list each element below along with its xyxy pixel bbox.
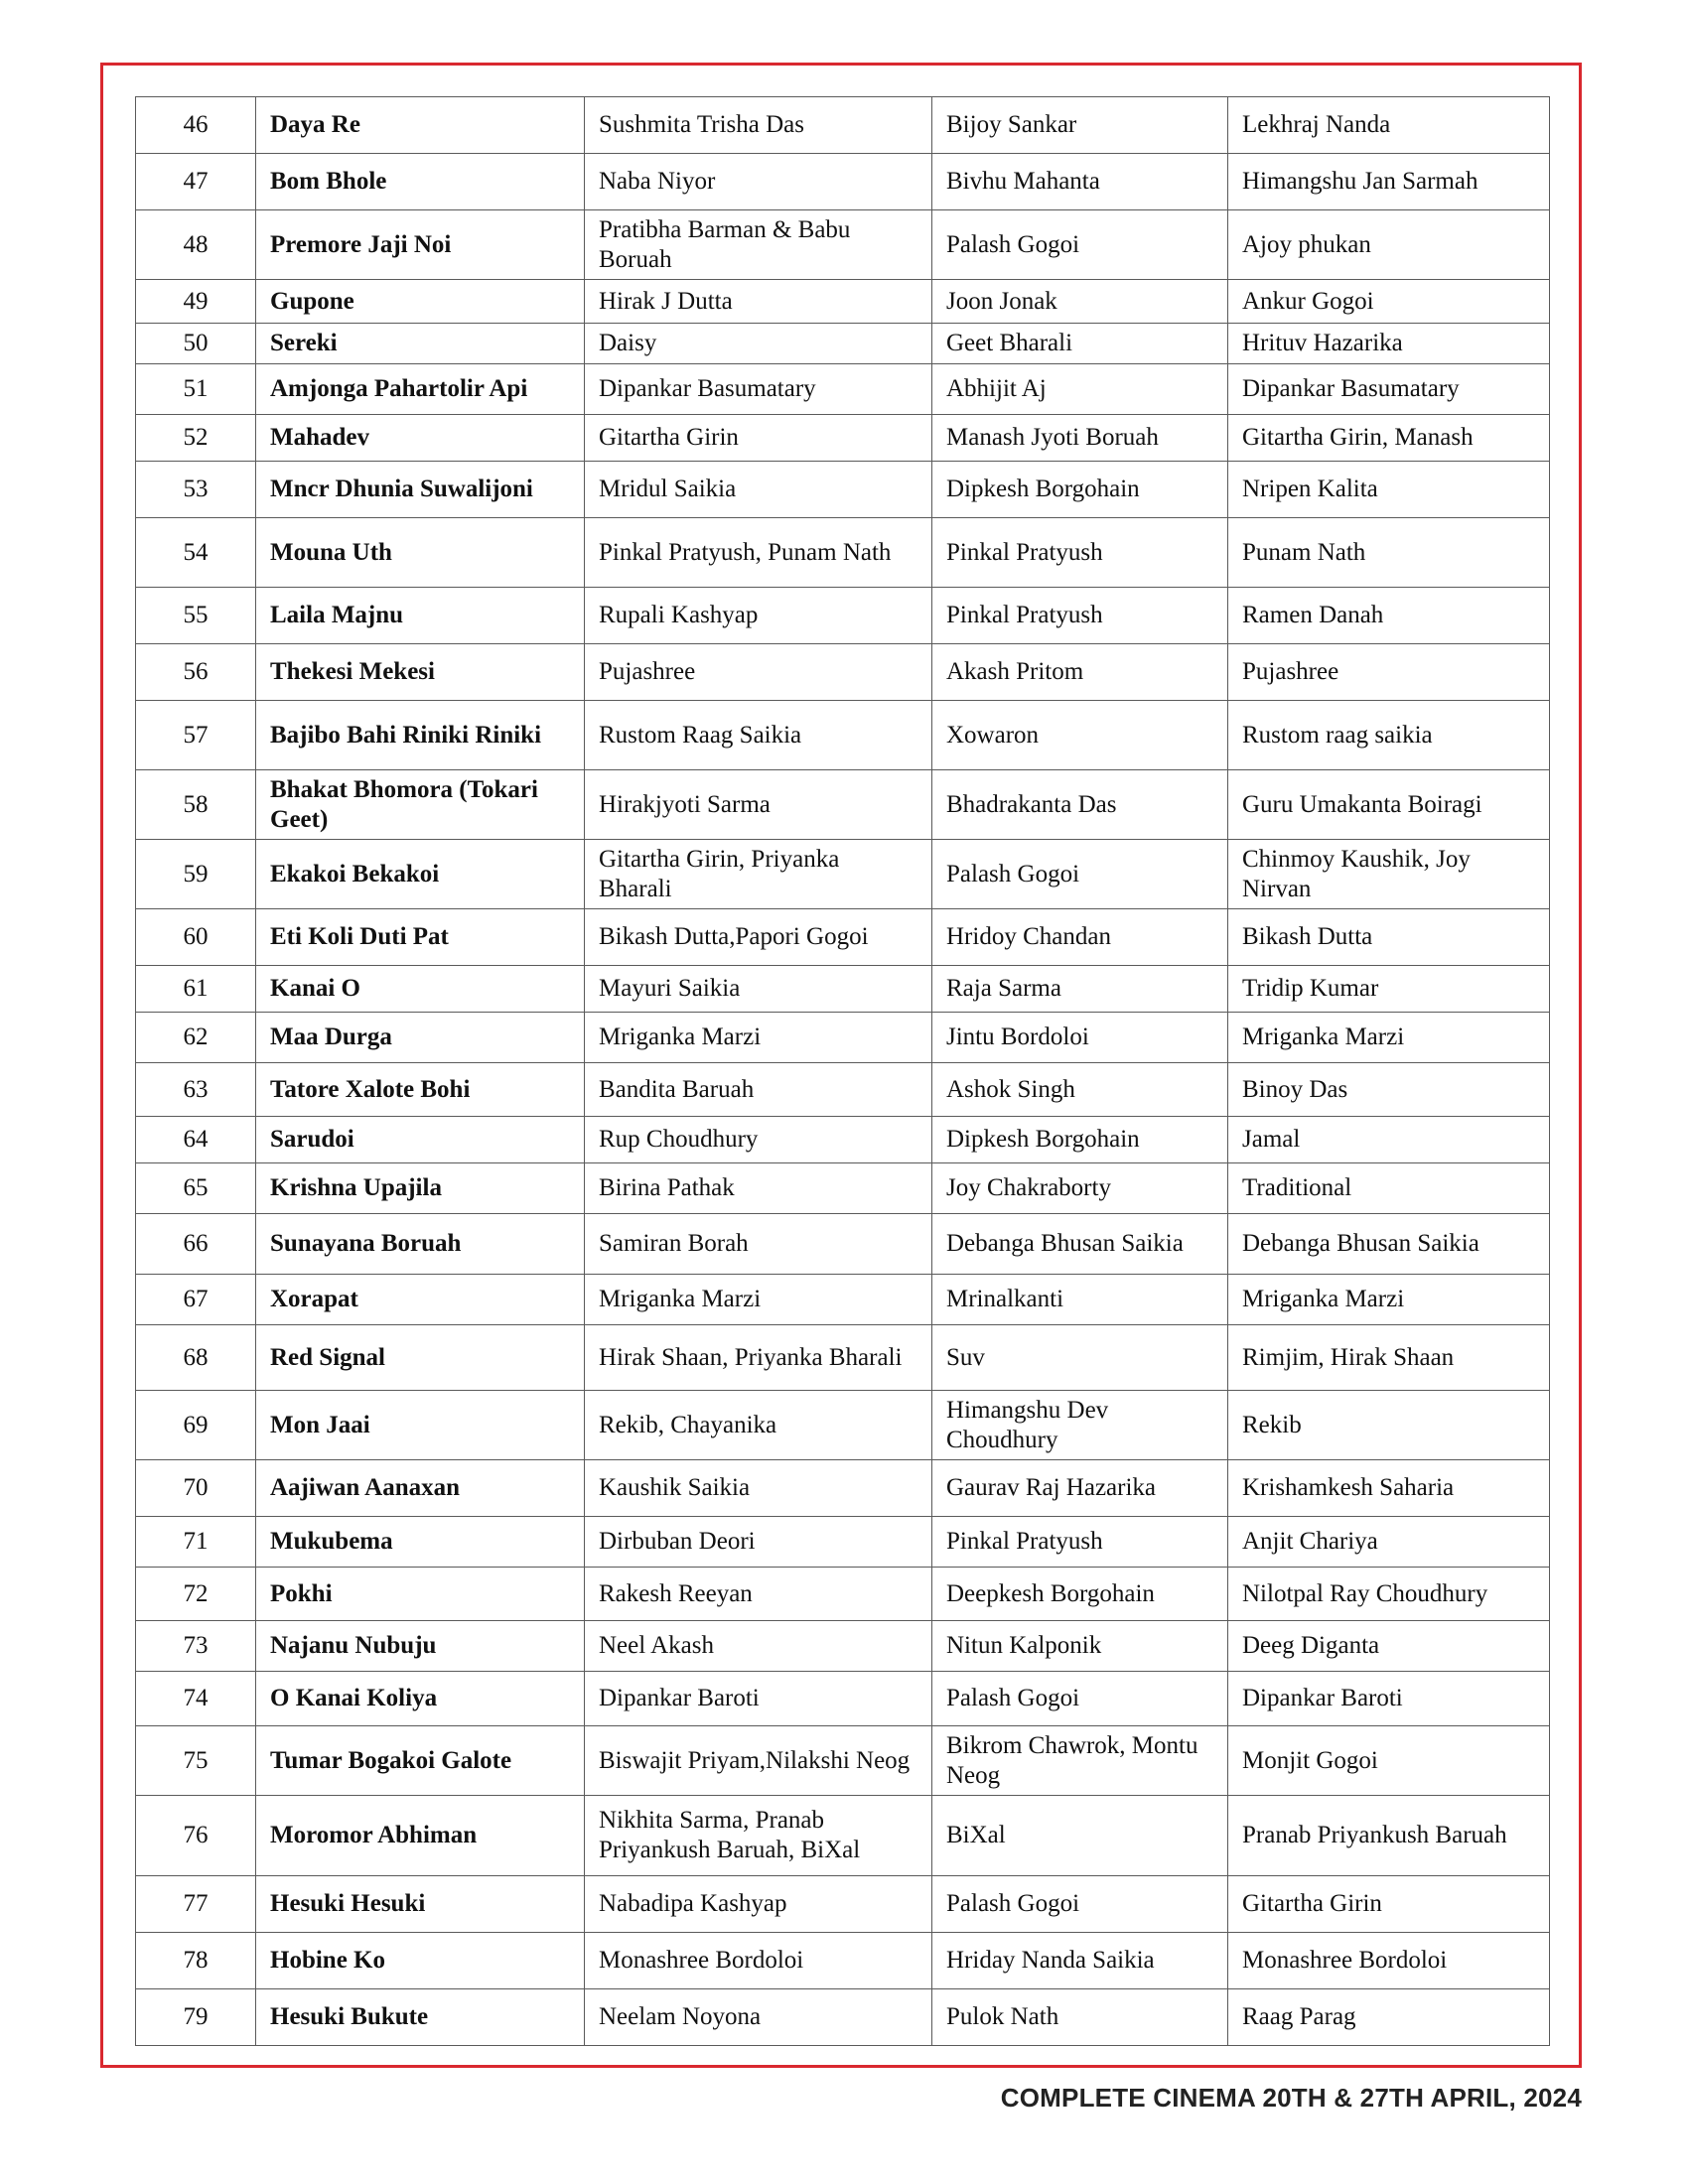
table-row (136, 770, 1550, 840)
lyrics-cell: Bikash Dutta (1228, 909, 1550, 966)
singer-cell: Rupali Kashyap (585, 588, 932, 644)
music-cell: Pulok Nath (932, 1989, 1228, 2046)
lyrics-cell: Krishamkesh Saharia (1228, 1460, 1550, 1517)
singer-cell: Hirak J Dutta (585, 280, 932, 324)
table-row (136, 1621, 1550, 1672)
singer-cell: Birina Pathak (585, 1163, 932, 1214)
song-title: Moromor Abhiman (256, 1796, 585, 1876)
lyrics-cell: Deeg Diganta (1228, 1621, 1550, 1672)
song-title: Krishna Upajila (256, 1163, 585, 1214)
lyrics-cell: Jamal (1228, 1117, 1550, 1163)
song-title: Aajiwan Aanaxan (256, 1460, 585, 1517)
song-title: Eti Koli Duti Pat (256, 909, 585, 966)
singer-cell: Rup Choudhury (585, 1117, 932, 1163)
song-title: Bom Bhole (256, 154, 585, 210)
row-number: 60 (136, 909, 256, 966)
table-row (136, 1391, 1550, 1460)
music-cell: Raja Sarma (932, 966, 1228, 1013)
lyrics-cell: Monashree Bordoloi (1228, 1933, 1550, 1989)
table-row (136, 1163, 1550, 1214)
singer-cell: Mriganka Marzi (585, 1013, 932, 1063)
lyrics-cell: Ankur Gogoi (1228, 280, 1550, 324)
music-cell: Manash Jyoti Boruah (932, 415, 1228, 462)
music-cell: Bivhu Mahanta (932, 154, 1228, 210)
table-row (136, 1517, 1550, 1568)
singer-cell: Rustom Raag Saikia (585, 701, 932, 770)
singer-cell: Naba Niyor (585, 154, 932, 210)
lyrics-cell: Ramen Danah (1228, 588, 1550, 644)
music-cell: BiXal (932, 1796, 1228, 1876)
lyrics-cell: Nripen Kalita (1228, 462, 1550, 518)
table-row (136, 701, 1550, 770)
table-row (136, 1568, 1550, 1621)
singer-cell: Bikash Dutta,Papori Gogoi (585, 909, 932, 966)
song-title: Najanu Nubuju (256, 1621, 585, 1672)
song-table (135, 96, 1550, 2046)
song-title: Pokhi (256, 1568, 585, 1621)
singer-cell: Neel Akash (585, 1621, 932, 1672)
row-number: 46 (136, 97, 256, 154)
lyrics-cell: Dipankar Basumatary (1228, 364, 1550, 415)
song-title: Bajibo Bahi Riniki Riniki (256, 701, 585, 770)
row-number: 61 (136, 966, 256, 1013)
singer-cell: Mayuri Saikia (585, 966, 932, 1013)
table-row (136, 1275, 1550, 1325)
song-title: Bhakat Bhomora (Tokari Geet) (256, 770, 585, 840)
row-number: 49 (136, 280, 256, 324)
music-cell: Akash Pritom (932, 644, 1228, 701)
lyrics-cell: Guru Umakanta Boiragi (1228, 770, 1550, 840)
row-number: 74 (136, 1672, 256, 1726)
lyrics-cell: Hrituv Hazarika (1228, 324, 1550, 364)
lyrics-cell: Gitartha Girin, Manash (1228, 415, 1550, 462)
lyrics-cell: Traditional (1228, 1163, 1550, 1214)
lyrics-cell: Chinmoy Kaushik, Joy Nirvan (1228, 840, 1550, 909)
singer-cell: Mridul Saikia (585, 462, 932, 518)
song-title: Hobine Ko (256, 1933, 585, 1989)
song-title: Xorapat (256, 1275, 585, 1325)
lyrics-cell: Nilotpal Ray Choudhury (1228, 1568, 1550, 1621)
song-title: Tatore Xalote Bohi (256, 1063, 585, 1117)
row-number: 50 (136, 324, 256, 364)
music-cell: Nitun Kalponik (932, 1621, 1228, 1672)
music-cell: Pinkal Pratyush (932, 588, 1228, 644)
music-cell: Dipkesh Borgohain (932, 1117, 1228, 1163)
table-row (136, 518, 1550, 588)
music-cell: Palash Gogoi (932, 210, 1228, 280)
row-number: 76 (136, 1796, 256, 1876)
singer-cell: Sushmita Trisha Das (585, 97, 932, 154)
table-row (136, 210, 1550, 280)
singer-cell: Hirak Shaan, Priyanka Bharali (585, 1325, 932, 1391)
music-cell: Palash Gogoi (932, 840, 1228, 909)
table-row (136, 280, 1550, 324)
table-row (136, 1460, 1550, 1517)
lyrics-cell: Pujashree (1228, 644, 1550, 701)
table-row (136, 966, 1550, 1013)
music-cell: Bikrom Chawrok, Montu Neog (932, 1726, 1228, 1796)
song-title: Tumar Bogakoi Galote (256, 1726, 585, 1796)
singer-cell: Gitartha Girin, Priyanka Bharali (585, 840, 932, 909)
row-number: 52 (136, 415, 256, 462)
music-cell: Palash Gogoi (932, 1876, 1228, 1933)
row-number: 62 (136, 1013, 256, 1063)
song-title: Mahadev (256, 415, 585, 462)
row-number: 71 (136, 1517, 256, 1568)
music-cell: Hriday Nanda Saikia (932, 1933, 1228, 1989)
song-title: Mncr Dhunia Suwalijoni (256, 462, 585, 518)
song-title: Kanai O (256, 966, 585, 1013)
music-cell: Joy Chakraborty (932, 1163, 1228, 1214)
row-number: 53 (136, 462, 256, 518)
table-row (136, 1726, 1550, 1796)
row-number: 64 (136, 1117, 256, 1163)
music-cell: Gaurav Raj Hazarika (932, 1460, 1228, 1517)
singer-cell: Gitartha Girin (585, 415, 932, 462)
lyrics-cell: Rekib (1228, 1391, 1550, 1460)
music-cell: Debanga Bhusan Saikia (932, 1214, 1228, 1275)
music-cell: Suv (932, 1325, 1228, 1391)
row-number: 67 (136, 1275, 256, 1325)
singer-cell: Rakesh Reeyan (585, 1568, 932, 1621)
music-cell: Abhijit Aj (932, 364, 1228, 415)
singer-cell: Monashree Bordoloi (585, 1933, 932, 1989)
music-cell: Pinkal Pratyush (932, 1517, 1228, 1568)
singer-cell: Mriganka Marzi (585, 1275, 932, 1325)
row-number: 68 (136, 1325, 256, 1391)
lyrics-cell: Gitartha Girin (1228, 1876, 1550, 1933)
music-cell: Hridoy Chandan (932, 909, 1228, 966)
song-title: Amjonga Pahartolir Api (256, 364, 585, 415)
table-row (136, 1214, 1550, 1275)
table-row (136, 1325, 1550, 1391)
song-title: Daya Re (256, 97, 585, 154)
row-number: 54 (136, 518, 256, 588)
lyrics-cell: Tridip Kumar (1228, 966, 1550, 1013)
lyrics-cell: Himangshu Jan Sarmah (1228, 154, 1550, 210)
singer-cell: Dipankar Baroti (585, 1672, 932, 1726)
singer-cell: Dipankar Basumatary (585, 364, 932, 415)
singer-cell: Samiran Borah (585, 1214, 932, 1275)
singer-cell: Rekib, Chayanika (585, 1391, 932, 1460)
lyrics-cell: Binoy Das (1228, 1063, 1550, 1117)
singer-cell: Neelam Noyona (585, 1989, 932, 2046)
music-cell: Jintu Bordoloi (932, 1013, 1228, 1063)
table-row (136, 1117, 1550, 1163)
singer-cell: Pujashree (585, 644, 932, 701)
music-cell: Dipkesh Borgohain (932, 462, 1228, 518)
song-title: Gupone (256, 280, 585, 324)
song-title: Sereki (256, 324, 585, 364)
song-title: Mouna Uth (256, 518, 585, 588)
table-row (136, 1063, 1550, 1117)
lyrics-cell: Ajoy phukan (1228, 210, 1550, 280)
song-title: Ekakoi Bekakoi (256, 840, 585, 909)
row-number: 73 (136, 1621, 256, 1672)
music-cell: Mrinalkanti (932, 1275, 1228, 1325)
table-row (136, 644, 1550, 701)
song-title: Thekesi Mekesi (256, 644, 585, 701)
singer-cell: Pinkal Pratyush, Punam Nath (585, 518, 932, 588)
table-row (136, 462, 1550, 518)
table-row (136, 1989, 1550, 2046)
music-cell: Ashok Singh (932, 1063, 1228, 1117)
table-row (136, 588, 1550, 644)
table-row (136, 415, 1550, 462)
lyrics-cell: Rimjim, Hirak Shaan (1228, 1325, 1550, 1391)
table-row (136, 154, 1550, 210)
lyrics-cell: Pranab Priyankush Baruah (1228, 1796, 1550, 1876)
row-number: 58 (136, 770, 256, 840)
singer-cell: Bandita Baruah (585, 1063, 932, 1117)
song-title: Hesuki Hesuki (256, 1876, 585, 1933)
row-number: 48 (136, 210, 256, 280)
footer-text: COMPLETE CINEMA 20TH & 27TH APRIL, 2024 (1000, 2083, 1582, 2113)
row-number: 47 (136, 154, 256, 210)
table-row (136, 364, 1550, 415)
lyrics-cell: Punam Nath (1228, 518, 1550, 588)
row-number: 65 (136, 1163, 256, 1214)
lyrics-cell: Lekhraj Nanda (1228, 97, 1550, 154)
table-row (136, 1013, 1550, 1063)
singer-cell: Biswajit Priyam,Nilakshi Neog (585, 1726, 932, 1796)
song-title: Mukubema (256, 1517, 585, 1568)
singer-cell: Hirakjyoti Sarma (585, 770, 932, 840)
singer-cell: Kaushik Saikia (585, 1460, 932, 1517)
singer-cell: Daisy (585, 324, 932, 364)
singer-cell: Nabadipa Kashyap (585, 1876, 932, 1933)
music-cell: Geet Bharali (932, 324, 1228, 364)
row-number: 70 (136, 1460, 256, 1517)
row-number: 77 (136, 1876, 256, 1933)
row-number: 72 (136, 1568, 256, 1621)
song-title: Sarudoi (256, 1117, 585, 1163)
song-title: Sunayana Boruah (256, 1214, 585, 1275)
song-title: Red Signal (256, 1325, 585, 1391)
lyrics-cell: Rustom raag saikia (1228, 701, 1550, 770)
table-row (136, 1933, 1550, 1989)
lyrics-cell: Mriganka Marzi (1228, 1275, 1550, 1325)
song-title: Hesuki Bukute (256, 1989, 585, 2046)
music-cell: Bhadrakanta Das (932, 770, 1228, 840)
lyrics-cell: Debanga Bhusan Saikia (1228, 1214, 1550, 1275)
row-number: 78 (136, 1933, 256, 1989)
singer-cell: Pratibha Barman & Babu Boruah (585, 210, 932, 280)
table-row (136, 1796, 1550, 1876)
music-cell: Pinkal Pratyush (932, 518, 1228, 588)
singer-cell: Nikhita Sarma, Pranab Priyankush Baruah, BiXal (585, 1796, 932, 1876)
row-number: 56 (136, 644, 256, 701)
music-cell: Palash Gogoi (932, 1672, 1228, 1726)
lyrics-cell: Raag Parag (1228, 1989, 1550, 2046)
row-number: 75 (136, 1726, 256, 1796)
table-row (136, 909, 1550, 966)
table-row (136, 1672, 1550, 1726)
row-number: 69 (136, 1391, 256, 1460)
lyrics-cell: Anjit Chariya (1228, 1517, 1550, 1568)
row-number: 55 (136, 588, 256, 644)
music-cell: Himangshu Dev Choudhury (932, 1391, 1228, 1460)
song-table-body (136, 97, 1550, 2046)
row-number: 59 (136, 840, 256, 909)
lyrics-cell: Dipankar Baroti (1228, 1672, 1550, 1726)
song-title: Maa Durga (256, 1013, 585, 1063)
lyrics-cell: Monjit Gogoi (1228, 1726, 1550, 1796)
song-title: Laila Majnu (256, 588, 585, 644)
singer-cell: Dirbuban Deori (585, 1517, 932, 1568)
row-number: 66 (136, 1214, 256, 1275)
table-row (136, 324, 1550, 364)
music-cell: Joon Jonak (932, 280, 1228, 324)
table-row (136, 840, 1550, 909)
song-title: Premore Jaji Noi (256, 210, 585, 280)
table-row (136, 1876, 1550, 1933)
row-number: 57 (136, 701, 256, 770)
row-number: 79 (136, 1989, 256, 2046)
lyrics-cell: Mriganka Marzi (1228, 1013, 1550, 1063)
music-cell: Bijoy Sankar (932, 97, 1228, 154)
row-number: 51 (136, 364, 256, 415)
music-cell: Deepkesh Borgohain (932, 1568, 1228, 1621)
song-title: Mon Jaai (256, 1391, 585, 1460)
song-title: O Kanai Koliya (256, 1672, 585, 1726)
table-row (136, 97, 1550, 154)
music-cell: Xowaron (932, 701, 1228, 770)
row-number: 63 (136, 1063, 256, 1117)
